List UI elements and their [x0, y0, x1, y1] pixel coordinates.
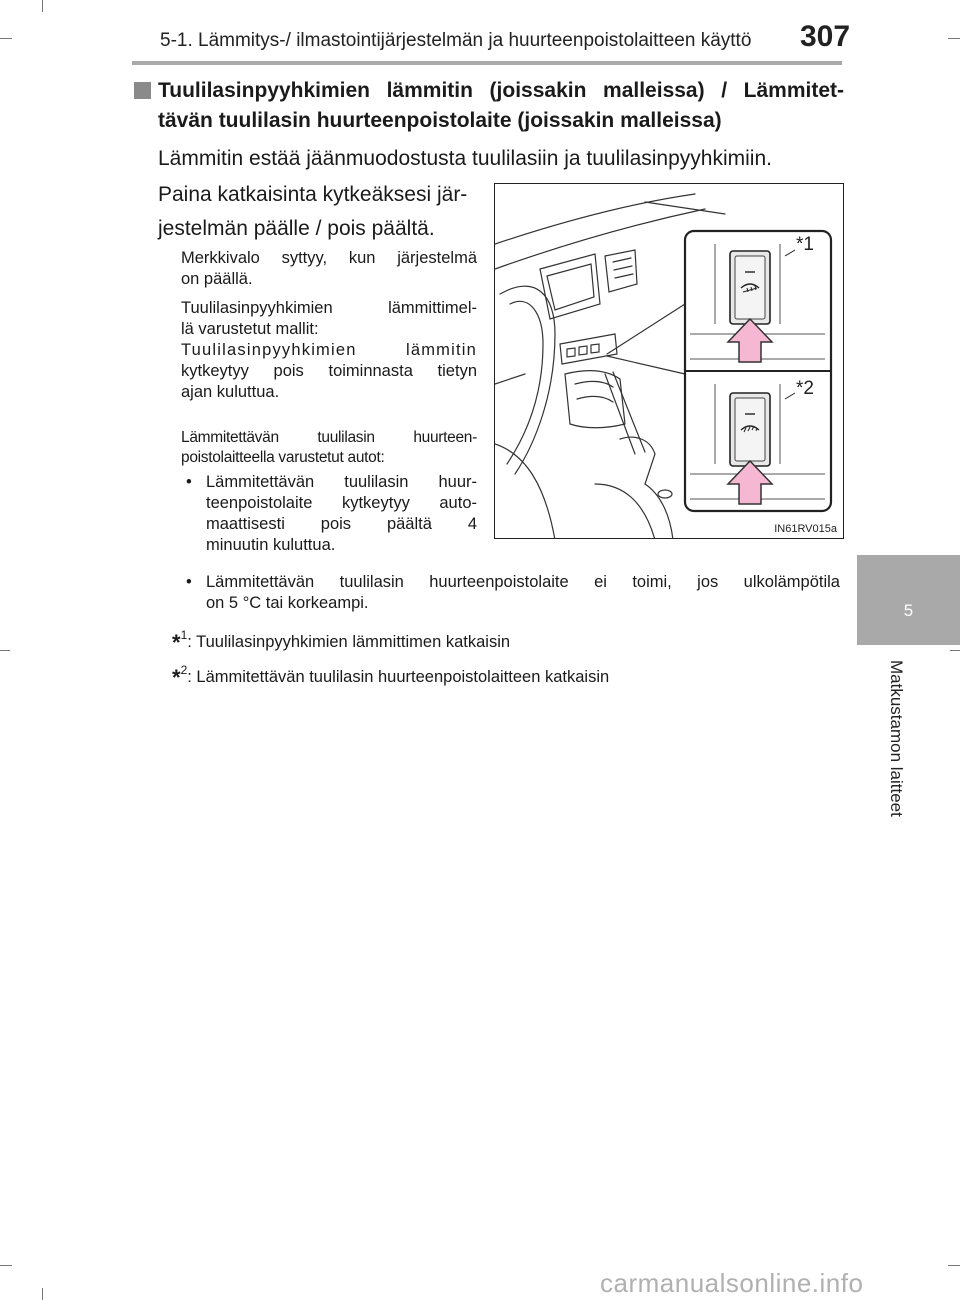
footnote-number: 1: [180, 628, 188, 642]
vent-outline: [605, 250, 637, 292]
section-title: 5-1. Lämmitys-/ ilmastointijärjestelmän ja huurteenpoistolaitteen käyttö: [160, 30, 752, 51]
leader-line: [607, 304, 685, 354]
console-outline: [620, 437, 655, 484]
chapter-tab-number: 5: [857, 555, 960, 645]
indicator-note: [181, 248, 477, 290]
bullet-line: Lämmitettävän tuulilasin huur-: [206, 473, 477, 491]
crop-mark: [42, 1288, 43, 1300]
crop-mark: [0, 1265, 12, 1266]
note-line: Lämmitettävän tuulilasin huurteen-: [181, 429, 477, 446]
footnote-star: *: [172, 630, 181, 655]
note-line: poistolaitteella varustetut autot:: [181, 449, 385, 466]
page-header: [0, 0, 960, 64]
instruction-line: jestelmän päälle / pois päältä.: [158, 217, 435, 240]
square-bullet-icon: [134, 82, 151, 99]
note-line: ajan kuluttua.: [181, 383, 280, 401]
header-rule: [132, 61, 842, 65]
note-line: lä varustetut mallit:: [181, 320, 319, 338]
vent-slats: [613, 258, 633, 278]
crop-mark: [948, 1265, 960, 1266]
page-number: 307: [800, 20, 851, 53]
console-detail: [658, 490, 672, 498]
heading-line: tävän tuulilasin huurteenpoistolaite (joissakin malleissa): [158, 109, 722, 132]
footnote-2: [172, 659, 609, 689]
switch-buttons: [567, 344, 599, 357]
instruction-text: [158, 178, 478, 246]
dash-line: [645, 202, 725, 214]
note-line: kytkeytyy pois toiminnasta tietyn: [181, 362, 477, 380]
shifter: [605, 372, 645, 454]
bullet-line: minuutin kuluttua.: [206, 536, 336, 554]
defroster-note: [181, 428, 477, 468]
cup-holder: [575, 381, 613, 387]
footnote-1: [172, 624, 510, 654]
steering-wheel-line: [495, 374, 525, 384]
leader-line: [607, 356, 685, 374]
list-item: [186, 472, 477, 556]
dashboard-illustration: [494, 183, 844, 539]
instruction-line: Paina katkaisinta kytkeäksesi jär-: [158, 183, 468, 206]
footnote-number: 2: [180, 663, 188, 677]
note-line: Tuulilasinpyyhkimien lämmitin: [181, 341, 477, 359]
section-heading: [134, 76, 844, 136]
bullet-dot: •: [186, 473, 192, 491]
heading-line: Tuulilasinpyyhkimien lämmitin (joissakin malleissa) / Lämmitet-: [158, 79, 844, 102]
callout-2: *2: [796, 378, 814, 399]
footnote-text: : Lämmitettävän tuulilasin huurteenpoistolaitteen katkaisin: [187, 668, 610, 686]
note-line: Merkkivalo syttyy, kun järjestelmä: [181, 249, 477, 267]
seat-outline: [595, 484, 655, 539]
cup-holder: [577, 396, 613, 402]
figure-code: IN61RV015a: [774, 523, 837, 535]
chapter-tab-label: Matkustamon laitteet: [887, 660, 906, 817]
crop-mark: [950, 650, 960, 651]
callout-1: *1: [796, 234, 814, 255]
footnote-text: : Tuulilasinpyyhkimien lämmittimen katkaisin: [187, 633, 511, 651]
intro-text: Lämmitin estää jäänmuodostusta tuulilasiin ja tuulilasinpyyhkimiin.: [158, 147, 772, 170]
crop-mark: [0, 650, 10, 651]
watermark: carmanualsonline.info: [600, 1268, 864, 1298]
bullet-line: maattisesti pois päältä 4: [206, 515, 477, 533]
bullet-line: Lämmitettävän tuulilasin huurteenpoistolaite ei toimi, jos ulkolämpötila: [206, 573, 840, 591]
note-line: on päällä.: [181, 270, 253, 288]
steering-wheel-line: [507, 301, 543, 464]
note-line: Tuulilasinpyyhkimien lämmittimel-: [181, 299, 477, 317]
dashboard-drawing: [495, 184, 844, 539]
wiper-note: [181, 298, 477, 403]
bullet-dot: •: [186, 573, 192, 591]
bullet-line: on 5 °C tai korkeampi.: [206, 594, 369, 612]
footnote-star: *: [172, 665, 181, 690]
dash-line: [495, 209, 705, 269]
list-item: [186, 572, 840, 614]
bullet-line: teenpoistolaite kytkeytyy auto-: [206, 494, 477, 512]
screen-outline: [547, 264, 594, 310]
